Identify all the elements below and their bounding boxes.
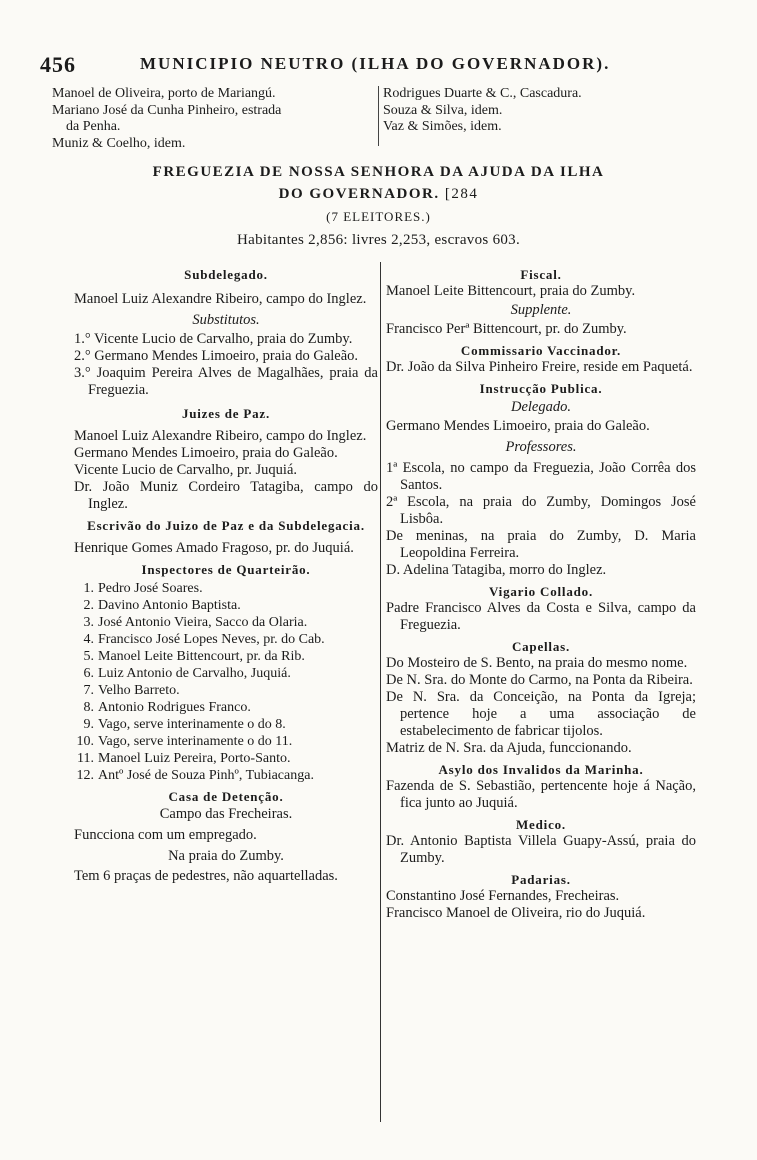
entry: Manoel Luiz Alexandre Ribeiro, campo do Inglez. bbox=[74, 291, 367, 307]
entry: Manoel Leite Bittencourt, praia do Zumby. bbox=[386, 283, 636, 299]
entry: Dr. Antonio Baptista Villela Guapy-Assú, praia do Zumby. bbox=[386, 833, 696, 866]
top-left-list bbox=[52, 86, 281, 152]
entry: Campo das Frecheiras. bbox=[159, 806, 293, 822]
section-subtitle: Supplente. bbox=[510, 302, 572, 318]
section-title: Asylo dos Invalidos da Marinha. bbox=[438, 762, 644, 777]
entry: 1.° Vicente Lucio de Carvalho, praia do Zumby. bbox=[74, 331, 353, 347]
entry: Germano Mendes Limoeiro, praia do Galeão. bbox=[386, 418, 650, 434]
list-item: 3. José Antonio Vieira, Sacco da Olaria. bbox=[83, 615, 308, 630]
section-title: Capellas. bbox=[511, 639, 571, 654]
entry: Na praia do Zumby. bbox=[168, 848, 284, 864]
parish-title-number: [284 bbox=[444, 186, 479, 202]
list-item: 11. Manoel Luiz Pereira, Porto-Santo. bbox=[77, 751, 291, 766]
list-item: 9. Vago, serve interinamente o do 8. bbox=[83, 717, 286, 732]
running-title: MUNICIPIO NEUTRO (ILHA DO GOVERNADOR). bbox=[140, 54, 611, 73]
list-item: da Penha. bbox=[66, 119, 121, 134]
entry: De N. Sra. do Monte do Carmo, na Ponta da Ribeira. bbox=[386, 672, 693, 688]
list-item: 6. Luiz Antonio de Carvalho, Juquiá. bbox=[83, 666, 291, 681]
parish-title-line1: FREGUEZIA DE NOSSA SENHORA DA AJUDA DA ILHA bbox=[152, 164, 605, 180]
entry: 2ª Escola, na praia do Zumby, Domingos José Lisbôa. bbox=[386, 494, 696, 527]
section-title: Padarias. bbox=[511, 872, 571, 887]
list-item: 1. Pedro José Soares. bbox=[83, 581, 203, 596]
list-item: Muniz & Coelho, idem. bbox=[52, 135, 186, 151]
entry: Francisco Perª Bittencourt, pr. do Zumby. bbox=[386, 321, 627, 337]
section-title: Inspectores de Quarteirão. bbox=[141, 562, 311, 577]
left-column bbox=[74, 262, 378, 885]
entry: Germano Mendes Limoeiro, praia do Galeão. bbox=[74, 445, 338, 461]
entry: Funcciona com um empregado. bbox=[74, 827, 257, 843]
section-subtitle: Professores. bbox=[505, 439, 577, 455]
section-subtitle: Delegado. bbox=[511, 399, 571, 415]
entry: Francisco Manoel de Oliveira, rio do Juquiá. bbox=[386, 905, 646, 921]
section-title: Instrucção Publica. bbox=[479, 381, 603, 396]
section-title: Medico. bbox=[515, 817, 566, 832]
entry: D. Adelina Tatagiba, morro do Inglez. bbox=[386, 562, 607, 578]
list-item: 2. Davino Antonio Baptista. bbox=[83, 598, 241, 613]
entry: 2.° Germano Mendes Limoeiro, praia do Galeão. bbox=[74, 348, 359, 364]
population: Habitantes 2,856: livres 2,253, escravos 603. bbox=[236, 232, 521, 248]
parish-title-name: DO GOVERNADOR. bbox=[278, 186, 440, 202]
list-item: Vaz & Simões, idem. bbox=[383, 119, 502, 134]
list-item: Rodrigues Duarte & C., Cascadura. bbox=[383, 86, 582, 101]
entry: Dr. João Muniz Cordeiro Tatagiba, campo do Inglez. bbox=[74, 479, 378, 512]
page-number: 456 bbox=[40, 52, 76, 77]
entry: Manoel Luiz Alexandre Ribeiro, campo do Inglez. bbox=[74, 428, 367, 444]
section-title: Commissario Vaccinador. bbox=[460, 343, 622, 358]
list-item: 10. Vago, serve interinamente o do 11. bbox=[76, 734, 293, 749]
entry: 3.° Joaquim Pereira Alves de Magalhães, praia da Freguezia. bbox=[74, 365, 378, 398]
list-item: 7. Velho Barreto. bbox=[83, 683, 180, 698]
list-item: 4. Francisco José Lopes Neves, pr. do Cab. bbox=[83, 632, 325, 647]
list-item: Manoel de Oliveira, porto de Mariangú. bbox=[52, 86, 276, 101]
electors-count: (7 ELEITORES.) bbox=[326, 209, 431, 224]
entry: Vicente Lucio de Carvalho, pr. Juquiá. bbox=[74, 462, 298, 478]
entry: Tem 6 praças de pedestres, não aquartelladas. bbox=[74, 868, 338, 884]
section-title: Fiscal. bbox=[520, 267, 562, 282]
list-item: 8. Antonio Rodrigues Franco. bbox=[83, 700, 251, 715]
entry: Do Mosteiro de S. Bento, na praia do mesmo nome. bbox=[386, 655, 688, 671]
section-title: Vigario Collado. bbox=[488, 584, 594, 599]
entry: De N. Sra. da Conceição, na Ponta da Igreja; pertence hoje a uma associação de estabelecimento de fabricar tijolos. bbox=[386, 689, 696, 739]
column-divider bbox=[380, 262, 381, 1122]
list-item: 5. Manoel Leite Bittencourt, pr. da Rib. bbox=[83, 649, 305, 664]
entry: 1ª Escola, no campo da Freguezia, João Corrêa dos Santos. bbox=[386, 460, 696, 493]
list-item: Mariano José da Cunha Pinheiro, estrada bbox=[52, 102, 282, 118]
entry: De meninas, na praia do Zumby, D. Maria Leopoldina Ferreira. bbox=[386, 528, 696, 561]
entry: Padre Francisco Alves da Costa e Silva, campo da Freguezia. bbox=[386, 600, 696, 633]
list-item: Souza & Silva, idem. bbox=[383, 102, 503, 118]
entry: Constantino José Fernandes, Frecheiras. bbox=[386, 888, 620, 904]
parish-title-line2 bbox=[0, 186, 757, 203]
page-header bbox=[40, 52, 660, 78]
top-right-list bbox=[378, 86, 582, 146]
section-subtitle: Substitutos. bbox=[192, 312, 260, 328]
section-title: Escrivão do Juizo de Paz e da Subdelegacia. bbox=[87, 518, 365, 533]
section-title: Juizes de Paz. bbox=[181, 406, 271, 421]
list-item: 12. Antº José de Souza Pinhº, Tubiacanga. bbox=[76, 768, 314, 783]
section-title: Casa de Detenção. bbox=[168, 789, 284, 804]
entry: Henrique Gomes Amado Fragoso, pr. do Juquiá. bbox=[74, 540, 354, 556]
section-title: Subdelegado. bbox=[184, 267, 268, 282]
entry: Dr. João da Silva Pinheiro Freire, reside em Paquetá. bbox=[386, 359, 693, 375]
inspectors-list bbox=[74, 580, 378, 784]
right-column bbox=[386, 262, 696, 922]
entry: Fazenda de S. Sebastião, pertencente hoje á Nação, fica junto ao Juquiá. bbox=[386, 778, 696, 811]
entry: Matriz de N. Sra. da Ajuda, funccionando. bbox=[386, 740, 632, 756]
